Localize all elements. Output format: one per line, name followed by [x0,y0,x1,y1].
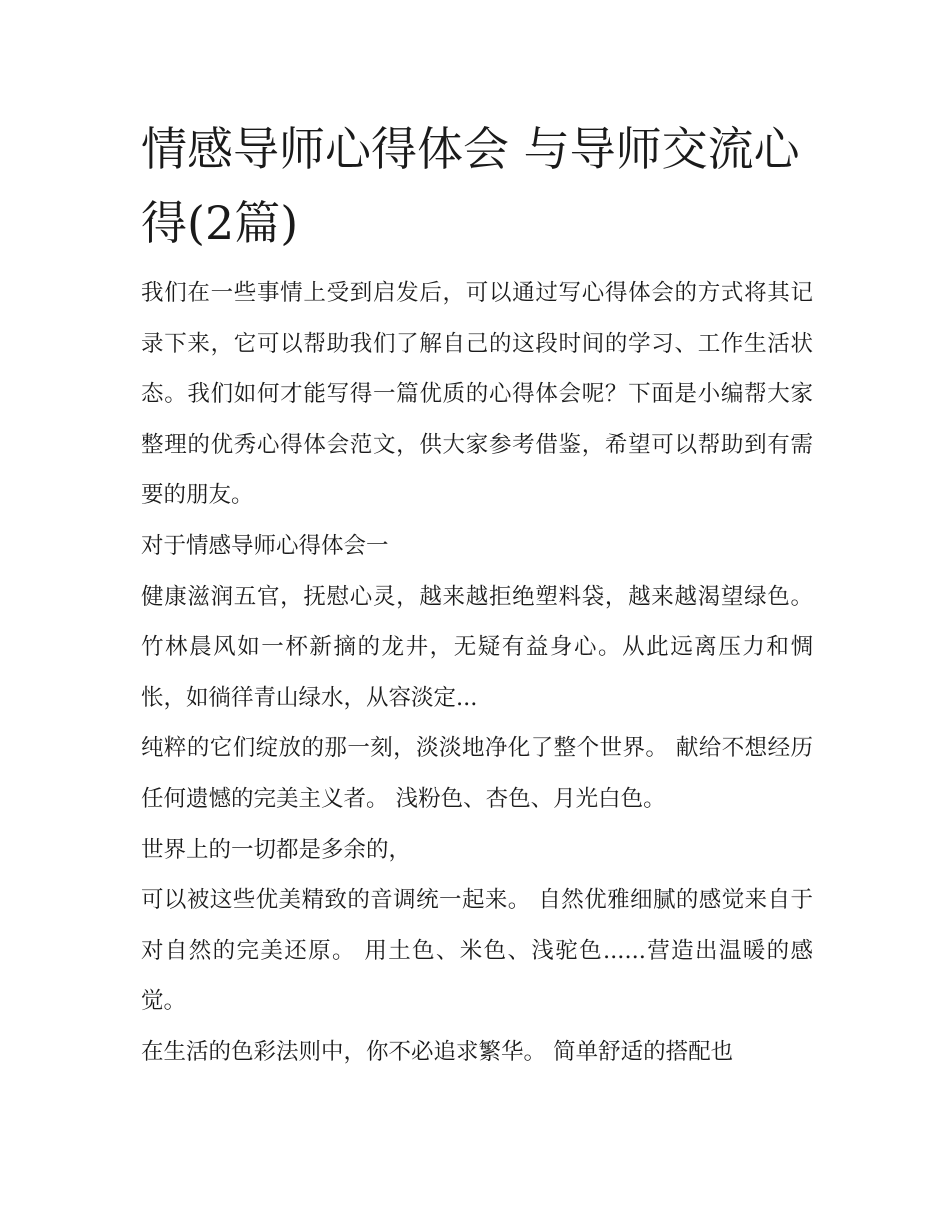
section-heading: 对于情感导师心得体会一 [141,532,389,559]
body-paragraph: 纯粹的它们绽放的那一刻，淡淡地净化了整个世界。 献给不想经历任何遗憾的完美主义者。 浅粉色、杏色、月光白色。 [141,735,813,812]
body-paragraph: 世界上的一切都是多余的， [141,836,412,863]
document-title: 情感导师心得体会 与导师交流心得(2篇) [141,122,800,250]
body-paragraph: 可以被这些优美精致的音调统一起来。 自然优雅细腻的感觉来自于对自然的完美还原。 用土色、米色、浅驼色......营造出温暖的感觉。 [141,887,813,1015]
body-paragraph: 在生活的色彩法则中，你不必追求繁华。 简单舒适的搭配也 [141,1038,734,1065]
intro-paragraph: 我们在一些事情上受到启发后，可以通过写心得体会的方式将其记录下来，它可以帮助我们了解自己的这段时间的学习、工作生活状态。我们如何才能写得一篇优质的心得体会呢？下面是小编帮大家整理的优秀心得体会范文，供大家参考借鉴，希望可以帮助到有需要的朋友。 [141,280,813,509]
body-paragraph: 健康滋润五官，抚慰心灵，越来越拒绝塑料袋，越来越渴望绿色。竹林晨风如一杯新摘的龙井，无疑有益身心。从此远离压力和惆怅，如徜徉青山绿水，从容淡定... [141,583,813,711]
document-page [141,112,813,1078]
